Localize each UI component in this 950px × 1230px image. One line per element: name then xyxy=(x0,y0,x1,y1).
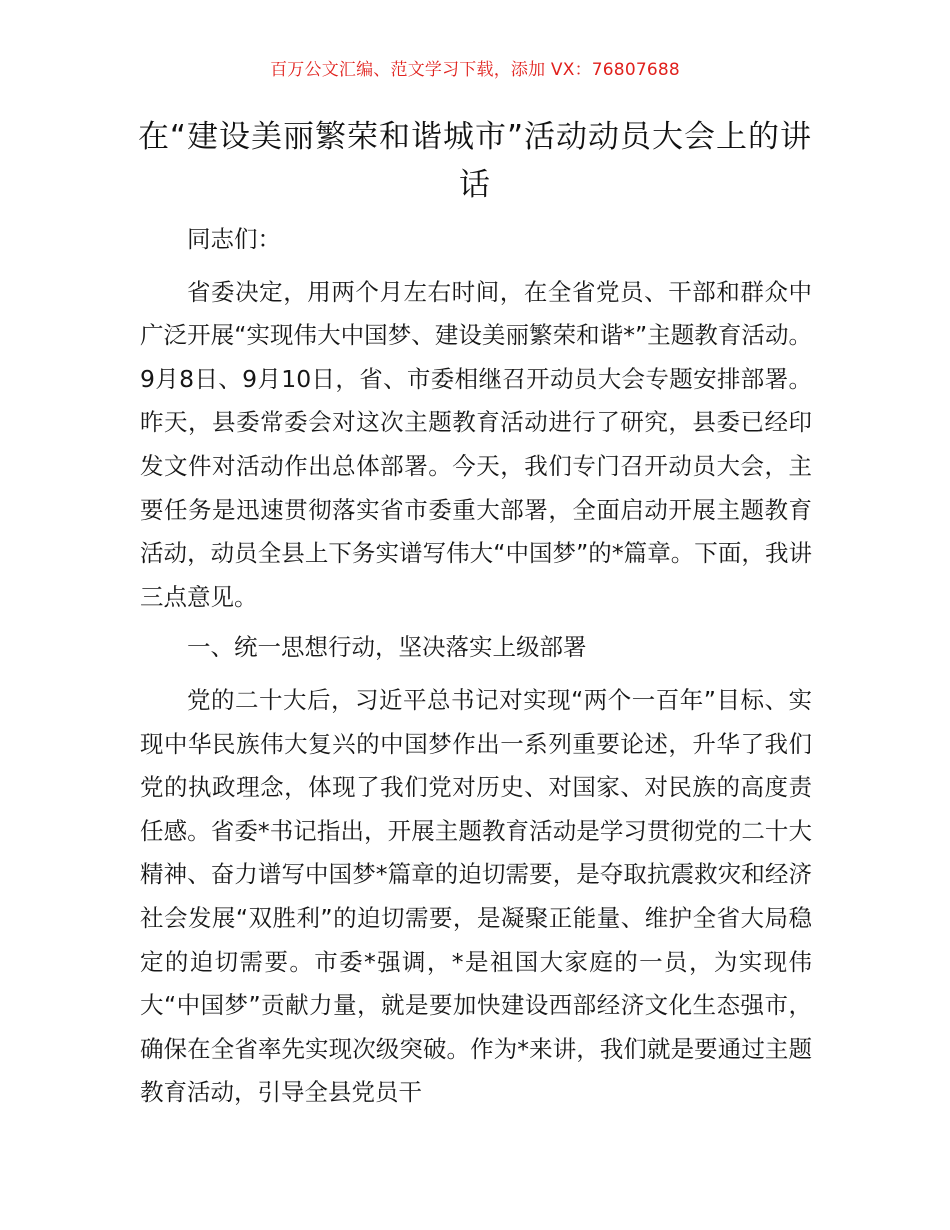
salutation: 同志们： xyxy=(187,225,281,253)
document-body xyxy=(140,218,812,1122)
promo-header-text: 百万公文汇编、范文学习下载，添加 VX：76807688 xyxy=(270,60,680,80)
paragraph-section-1: 党的二十大后，习近平总书记对实现“两个一百年”目标、实现中华民族伟大复兴的中国梦作出一系列重要论述，升华了我们党的执政理念，体现了我们党对历史、对国家、对民族的高度责任感。省委*书记指出，开展主题教育活动是学习贯彻党的二十大精神、奋力谱写中国梦*篇章的迫切需要，是夺取抗震救灾和经济社会发展“双胜利”的迫切需要，是凝聚正能量、维护全省大局稳定的迫切需要。市委*强调，*是祖国大家庭的一员，为实现伟大“中国梦”贡献力量，就是要加快建设西部经济文化生态强市，确保在全省率先实现次级突破。作为*来讲，我们就是要通过主题教育活动，引导全县党员干 xyxy=(140,685,812,1107)
document-title: 在“建设美丽繁荣和谐城市”活动动员大会上的讲话 xyxy=(137,119,813,203)
section-heading-1: 一、统一思想行动，坚决落实上级部署 xyxy=(187,633,587,662)
paragraph-intro: 省委决定，用两个月左右时间，在全省党员、干部和群众中广泛开展“实现伟大中国梦、建设美丽繁荣和谐*”主题教育活动。9月8日、9月10日，省、市委相继召开动员大会专题安排部署。昨天，县委常委会对这次主题教育活动进行了研究，县委已经印发文件对活动作出总体部署。今天，我们专门召开动员大会，主要任务是迅速贯彻落实省市委重大部署，全面启动开展主题教育活动，动员全县上下务实谱写伟大“中国梦”的*篇章。下面，我讲三点意见。 xyxy=(140,277,812,611)
